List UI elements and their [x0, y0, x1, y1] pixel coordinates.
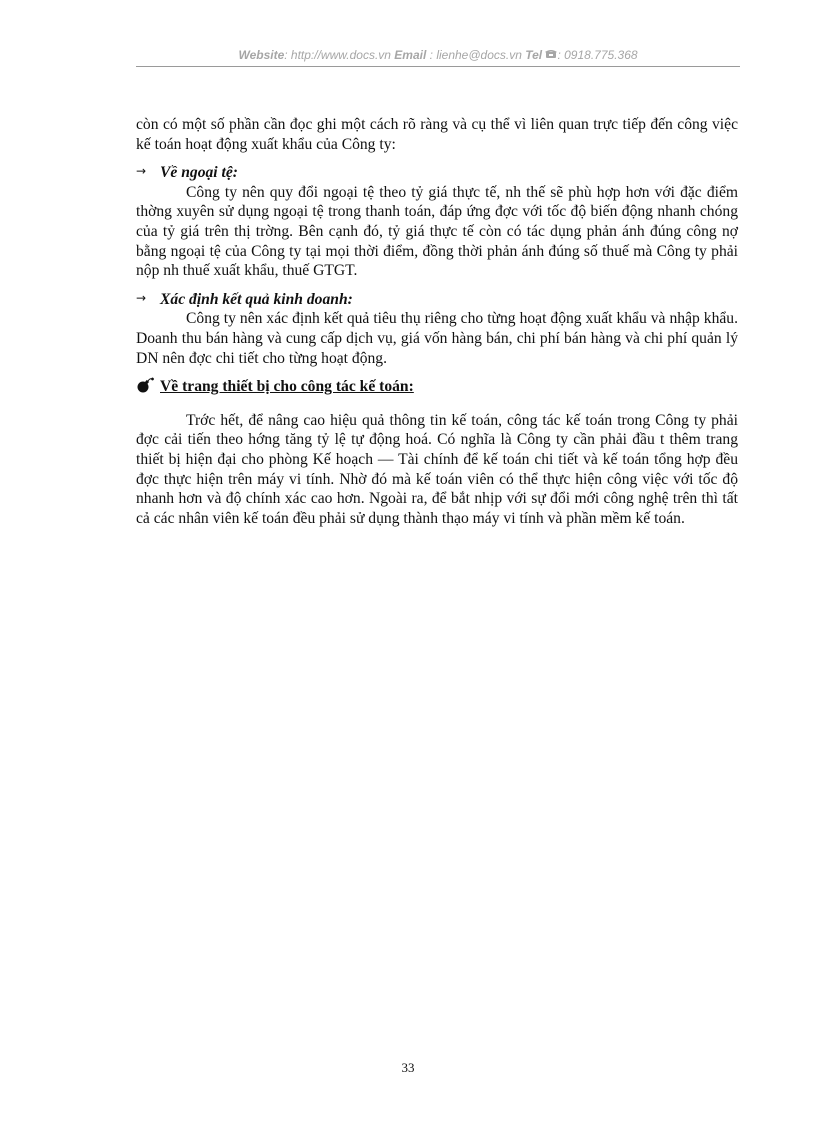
page-header [136, 46, 740, 67]
section-heading-business-results [136, 289, 738, 310]
phone-icon [545, 48, 557, 62]
page-number: 33 [401, 1060, 415, 1075]
section-heading-text: Về ngoại tệ: [160, 164, 238, 182]
document-body [136, 115, 738, 528]
equipment-paragraph: Trớc hết, để nâng cao hiệu quả thông tin kế toán, công tác kế toán trong Công ty phải đợc cải tiến theo hớng tăng tỷ lệ tự động hoá. Có nghĩa là Công ty cần phải đầu t thêm trang thiết bị hiện đại cho phòng Kế hoạch — Tài chính để kế toán chi tiết và kế toán tổng hợp đều đợc thực hiện trên máy vi tính. Nhờ đó mà kế toán viên có thể thực hiện công việc với tốc độ nhanh hơn và độ chính xác cao hơn. Ngoài ra, để bắt nhịp với sự đổi mới công nghệ trên thì tất cả các nhân viên kế toán đều phải sử dụng thành thạo máy vi tính và phần mềm kế toán. [136, 411, 738, 527]
bomb-icon [136, 377, 156, 393]
section-heading-text: Về trang thiết bị cho công tác kế toán: [160, 378, 414, 396]
arrow-icon: → [136, 164, 147, 179]
section-heading-foreign-currency [136, 162, 738, 183]
tel-label: Tel [525, 48, 543, 62]
email-label: Email [394, 48, 427, 62]
website-label: Website [238, 48, 285, 62]
foreign-currency-paragraph: Công ty nên quy đổi ngoại tệ theo tỷ giá thực tế, nh thế sẽ phù hợp hơn với đặc điểm thờng xuyên sử dụng ngoại tệ trong thanh toán, đáp ứng đợc với tốc độ biến động nhanh chóng của tỷ giá trên thị trờng. Bên cạnh đó, tỷ giá thực tế còn có tác dụng phản ánh đúng công nợ bằng ngoại tệ của Công ty tại mọi thời điểm, đồng thời phản ánh đúng số thuế mà Công ty phải nộp nh thuế xuất khẩu, thuế GTGT. [136, 183, 738, 280]
arrow-icon: → [136, 290, 147, 305]
section-heading-equipment [136, 377, 738, 397]
tel-value: : 0918.775.368 [557, 48, 638, 62]
intro-paragraph: còn có một số phần cần đọc ghi một cách rõ ràng và cụ thể vì liên quan trực tiếp đến công việc kế toán hoạt động xuất khẩu của Công ty: [136, 116, 738, 153]
email-value: : lienhe@docs.vn [426, 48, 526, 62]
business-results-paragraph: Công ty nên xác định kết quả tiêu thụ riêng cho từng hoạt động xuất khẩu và nhập khẩu. Doanh thu bán hàng và cung cấp dịch vụ, giá vốn hàng bán, chi phí bán hàng và chi phí quản lý DN nên đợc chi tiết cho từng hoạt động. [136, 310, 738, 367]
section-heading-text: Xác định kết quả kinh doanh: [160, 290, 353, 308]
website-value: : http://www.docs.vn [284, 48, 395, 62]
